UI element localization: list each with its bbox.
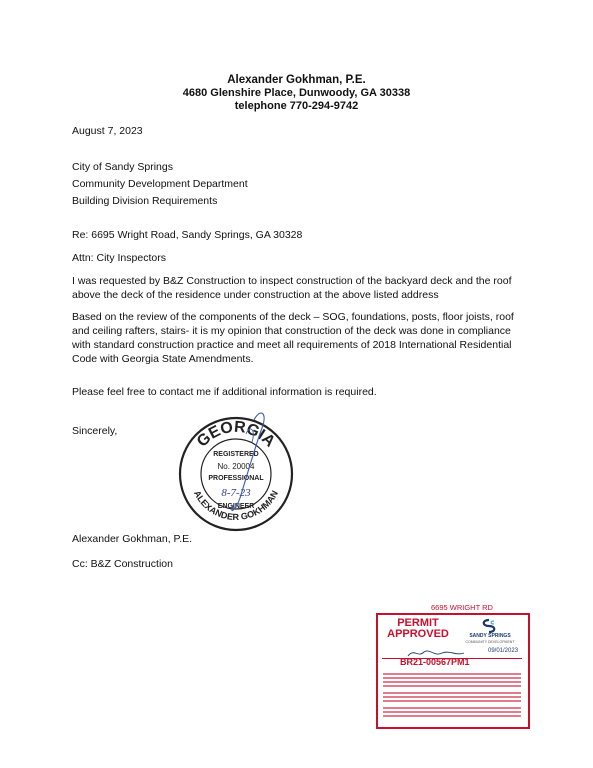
recipient-line-2: Community Development Department [72,178,248,190]
seal-top-text: GEORGIA [193,418,279,451]
recipient-line-1: City of Sandy Springs [72,161,173,173]
seal-date: 8-7-23 [221,487,251,499]
cc-line: Cc: B&Z Construction [72,558,173,570]
paragraph-1 [72,274,542,302]
seal-bottom-text: ALEXANDER GOKHMAN [192,488,280,523]
attn-line: Attn: City Inspectors [72,252,166,264]
fine-print-line [383,696,521,698]
logo-sub: COMMUNITY DEVELOPMENT [465,640,515,644]
paragraph-2-line-1: Based on the review of the components of the deck – SOG, foundations, posts, floor joists, roof [72,311,514,323]
fine-print-line [383,700,521,702]
permit-label-line-1: PERMIT [397,617,439,629]
logo-name: SANDY SPRINGS [469,633,511,639]
engineer-seal [176,412,296,536]
fine-print-line [383,681,521,683]
letterhead-name: Alexander Gokhman, P.E. [227,74,366,86]
svg-text:GEORGIA [194,419,279,451]
closing: Sincerely, [72,425,118,437]
letterhead-address: 4680 Glenshire Place, Dunwoody, GA 30338 [182,87,411,99]
paragraph-1-line-1: I was requested by B&Z Construction to inspect construction of the backyard deck and the roof [72,275,512,287]
permit-approved-label [384,618,452,640]
re-line: Re: 6695 Wright Road, Sandy Springs, GA 30328 [72,229,303,241]
paragraph-2-line-3: with standard construction practice and meet all requirements of 2018 International Residential [72,339,512,351]
seal-registered: REGISTERED [213,451,259,458]
paragraph-2 [72,310,542,366]
fine-print-line [383,711,521,713]
signature-name: Alexander Gokhman, P.E. [72,533,193,545]
permit-number: BR21-00567PM1 [400,657,470,667]
seal-engineer: ENGINEER [217,503,255,510]
seal-number: No. 20004 [217,462,255,471]
paragraph-1-line-2: above the deck of the residence under construction at the above listed address [72,289,439,301]
seal-professional: PROFESSIONAL [208,475,264,482]
fine-print-line [383,707,521,709]
recipient-line-3: Building Division Requirements [72,195,218,207]
permit-address: 6695 WRIGHT RD [431,603,493,612]
paragraph-2-line-2: and ceiling rafters, stairs- it is my opinion that construction of the deck was done in compliance [72,325,511,337]
fine-print-line [383,715,521,717]
letterhead [0,74,593,113]
permit-date: 09/01/2023 [488,648,519,654]
fine-print-line [383,677,521,679]
permit-label-line-2: APPROVED [387,628,449,640]
paragraph-2-line-4: Code with Georgia State Amendments. [72,353,254,365]
paragraph-3: Please feel free to contact me if additional information is required. [72,386,377,398]
letterhead-telephone: telephone 770-294-9742 [234,100,359,112]
fine-print-line [383,673,521,675]
letter-date: August 7, 2023 [72,125,143,137]
permit-stamp [376,613,530,729]
fine-print-line [383,692,521,694]
fine-print-line [383,685,521,687]
